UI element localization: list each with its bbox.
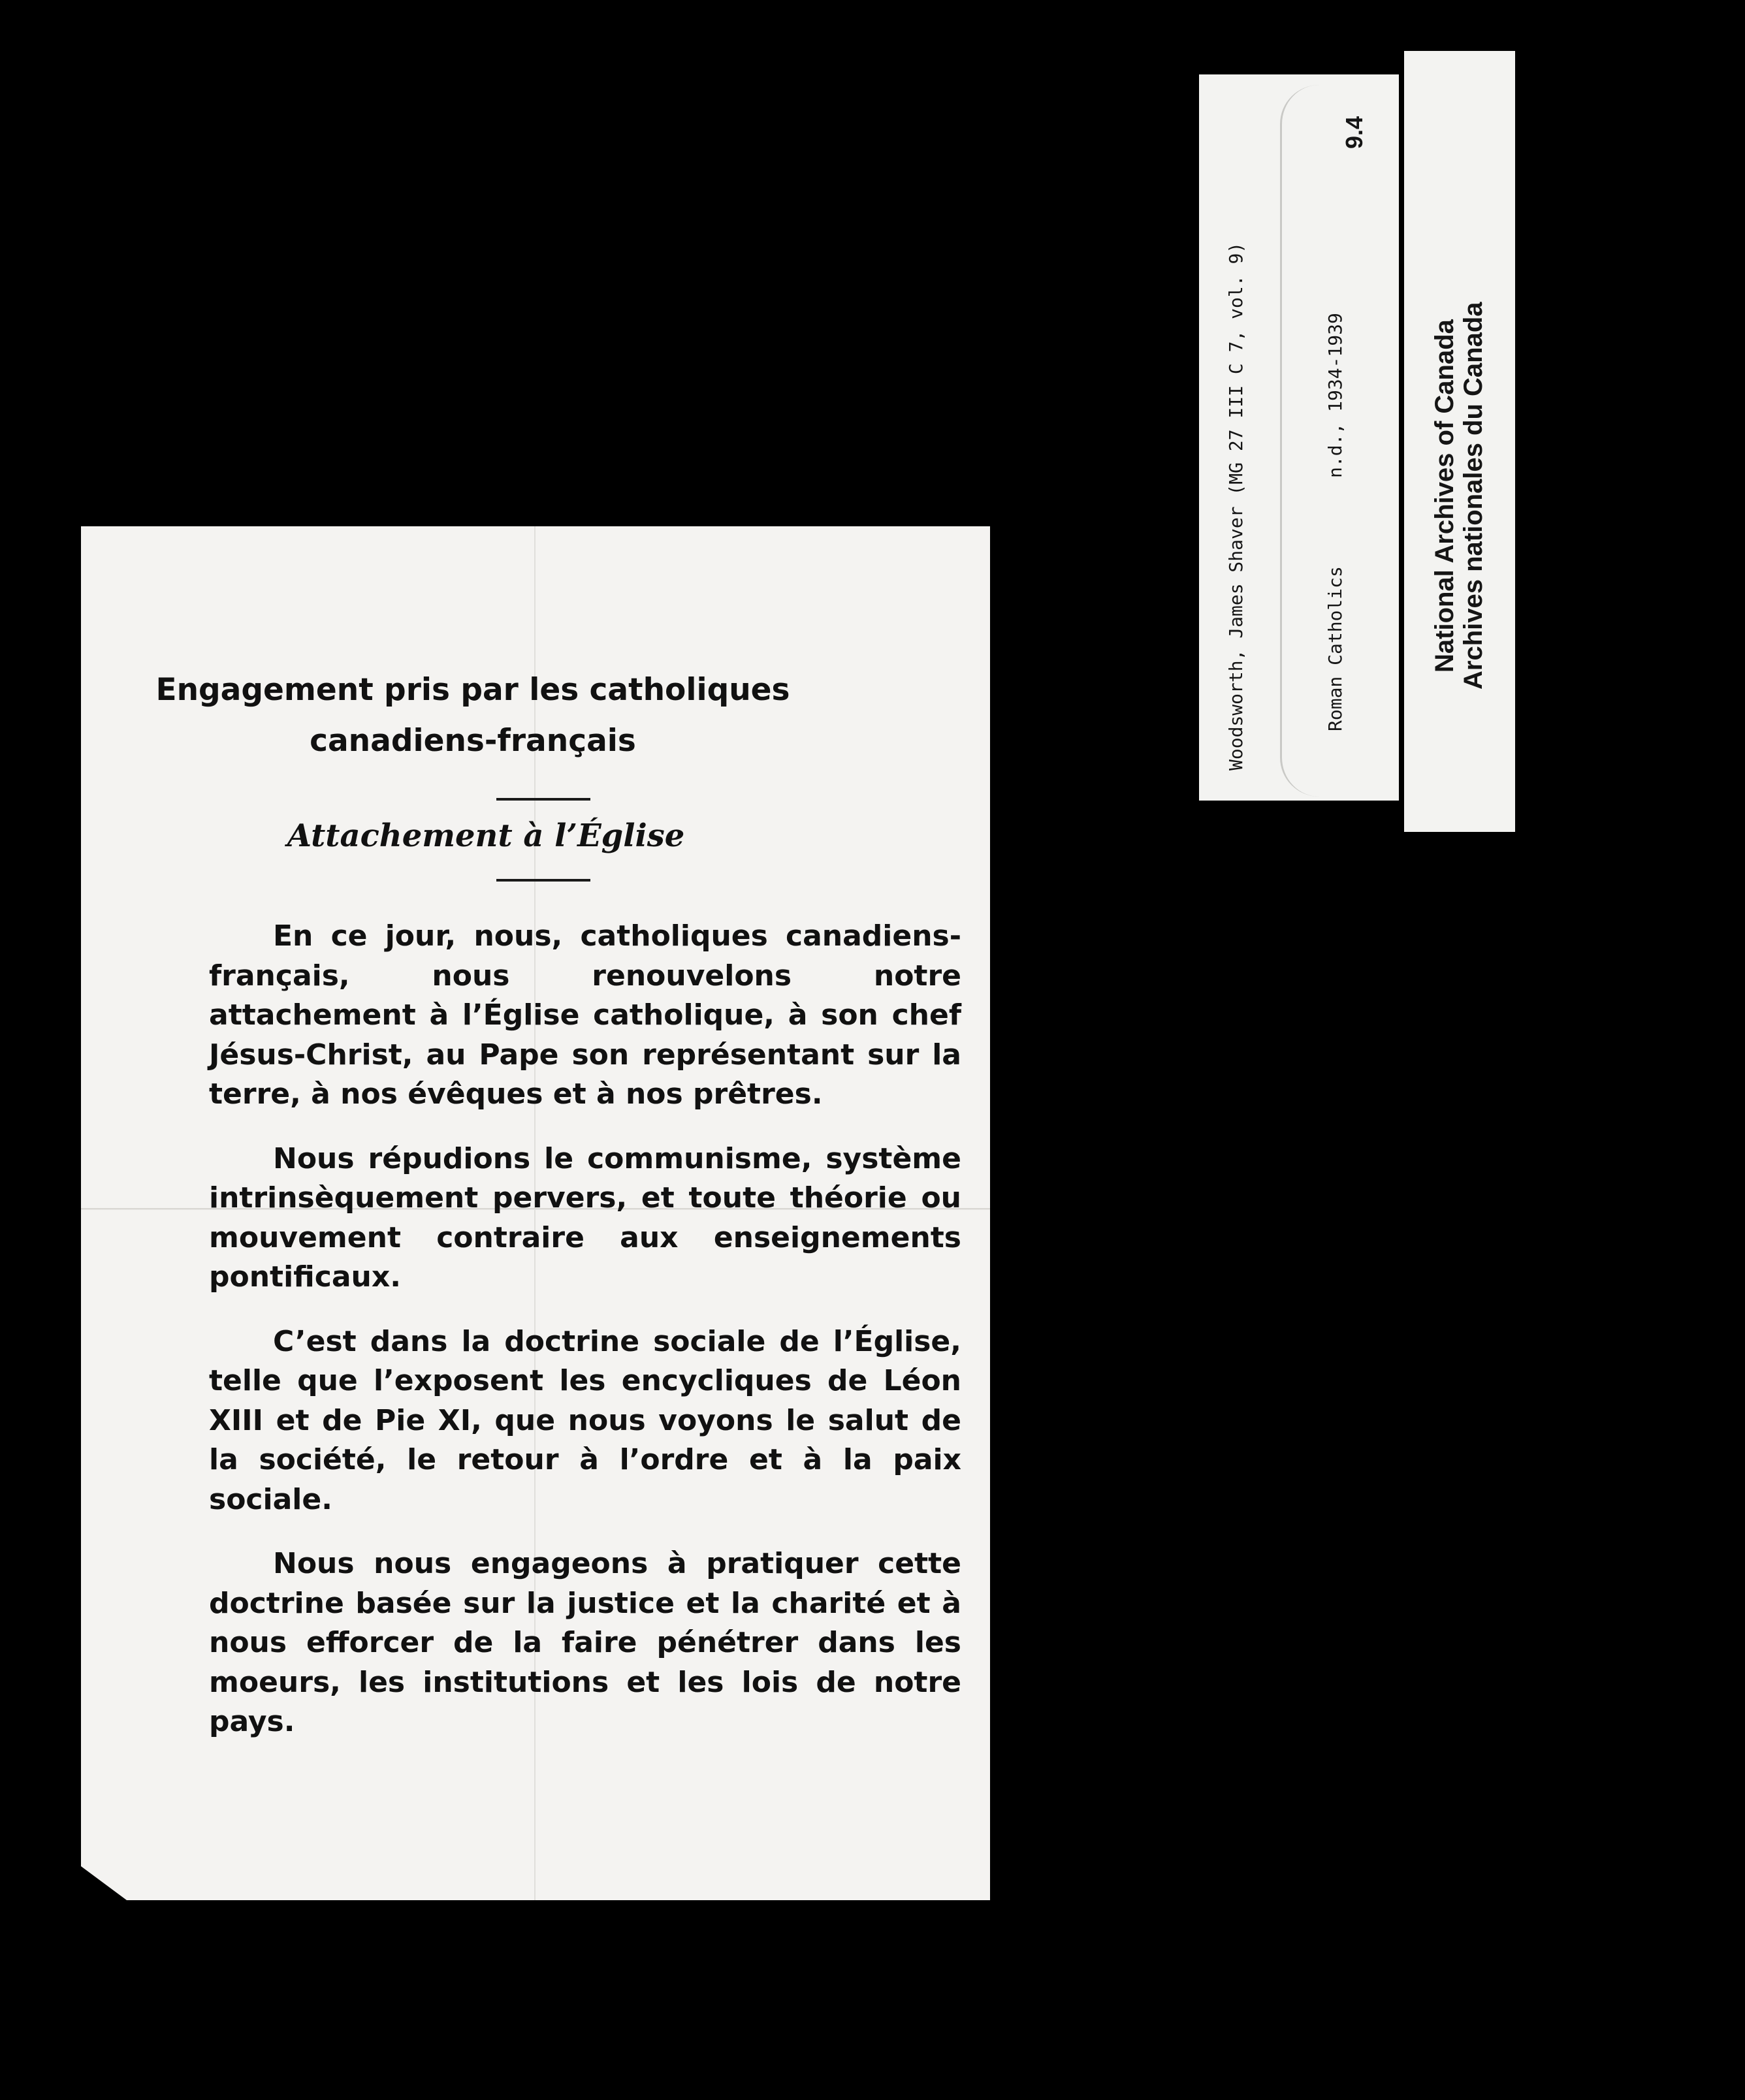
document-subtitle: Attachement à l’Église — [287, 818, 685, 854]
title-rule-bottom — [496, 879, 590, 882]
document-title-line-1: Engagement pris par les catholiques — [155, 672, 790, 708]
file-title: Roman Catholics — [1324, 566, 1346, 731]
institution-name-en: National Archives of Canada — [1430, 319, 1459, 673]
folded-corner — [81, 1866, 127, 1900]
paragraph-engagement: Nous nous engageons à pratiquer cette doctrine basée sur la justice et la charité et à nous efforcer de la faire pénétrer dans les moeurs, les institutions et les lois de notre pays. — [209, 1547, 961, 1738]
document-title-line-2: canadiens-français — [310, 723, 636, 759]
paragraph-social-doctrine: C’est dans la doctrine sociale de l’Église, telle que l’exposent les encycliques de Léon XIII et de Pie XI, que nous voyons le salut de la société, le retour à l’ordre et à la paix sociale. — [209, 1324, 961, 1516]
title-rule-top — [496, 798, 590, 801]
institution-name-fr: Archives nationales du Canada — [1459, 302, 1488, 690]
document-sheet — [81, 526, 990, 1900]
file-number: 9.4 — [1341, 116, 1368, 149]
paragraph-attachment: En ce jour, nous, catholiques canadiens-français, nous renouvelons notre attachement à l’Église catholique, à son chef Jésus-Christ, au Pape son représentant sur la terre, à nos évêques et à nos prêtres. — [209, 919, 961, 1111]
fonds-reference: Woodsworth, James Shaver (MG 27 III C 7, vol. 9) — [1225, 242, 1247, 771]
paragraph-communism: Nous répudions le communisme, système intrinsèquement pervers, et toute théorie ou mouvement contraire aux enseignements pontificaux. — [209, 1141, 961, 1294]
file-dates: n.d., 1934-1939 — [1324, 313, 1346, 478]
document-body — [209, 917, 961, 1767]
